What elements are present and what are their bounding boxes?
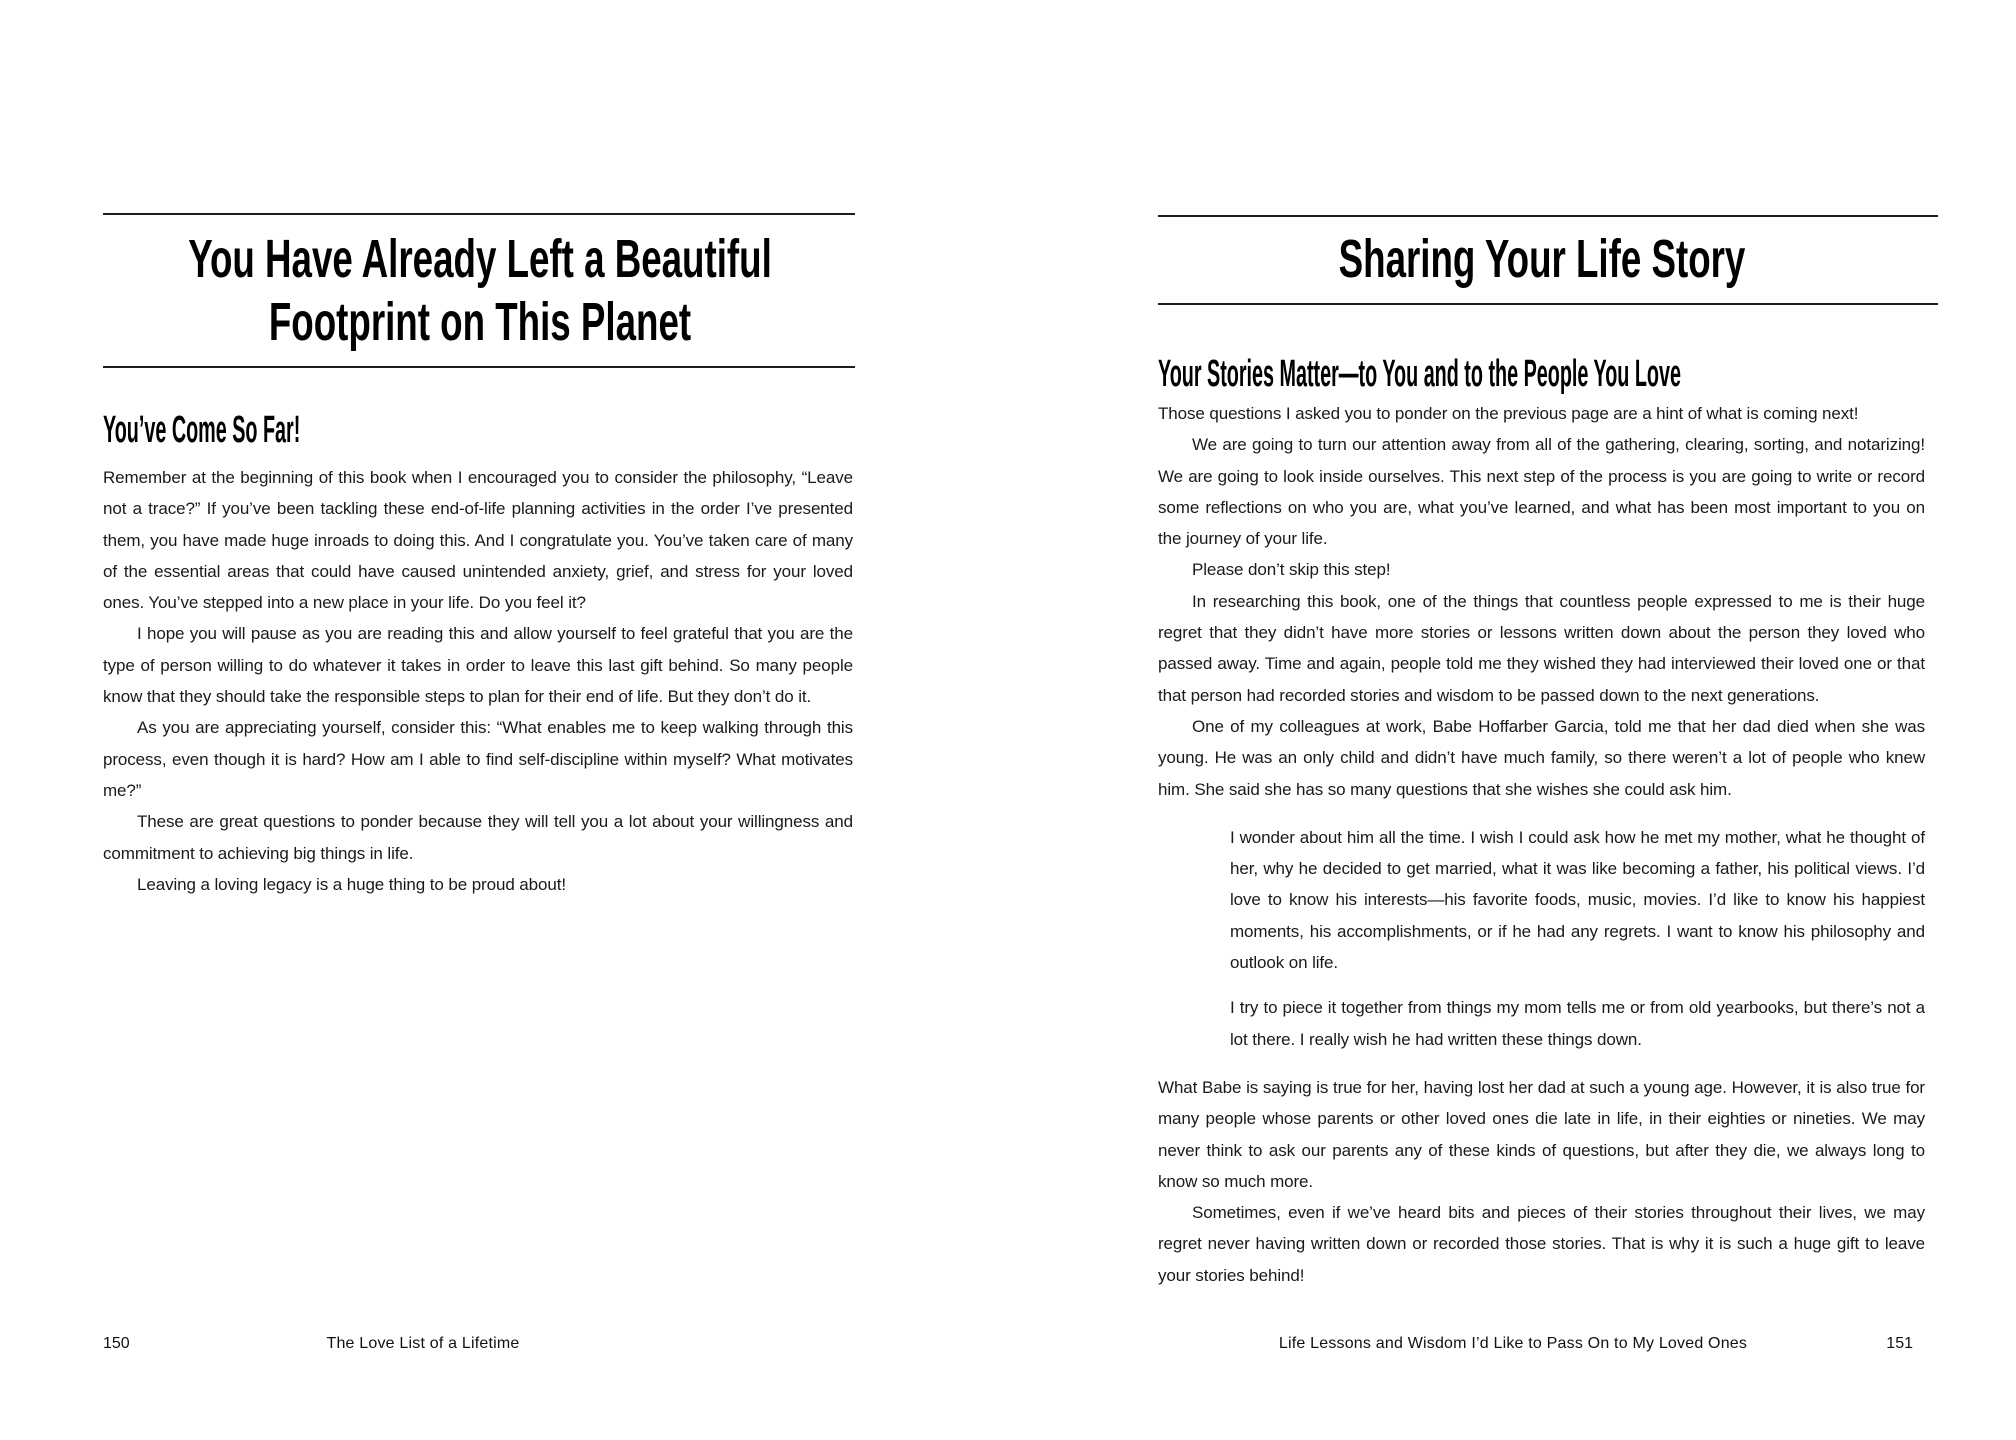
left-footer-running-title: The Love List of a Lifetime: [326, 1335, 520, 1352]
body-paragraph: Please don’t skip this step!: [1192, 560, 1391, 580]
body-paragraph: What Babe is saying is true for her, having lost her dad at such a young age. However, it is also true for many people whose parents or other loved ones die late in life, in their eighties or nineties. We may never think to ask our parents any of these kinds of questions, but after they die, we always long to know so much more.: [1158, 1077, 1925, 1191]
body-paragraph: Remember at the beginning of this book when I encouraged you to consider the philosophy, “Leave not a trace?” If you’ve been tackling these end-of-life planning activities in the order I’ve presented them, you have made huge inroads to doing this. And I congratulate you. You’ve taken care of many of the essential areas that could have caused unintended anxiety, grief, and stress for your loved ones. You’ve stepped into a new place in your life. Do you feel it?: [103, 468, 853, 613]
left-title-rule-bottom: [103, 366, 855, 368]
body-paragraph: One of my colleagues at work, Babe Hoffarber Garcia, told me that her dad died when she was young. He was an only child and didn’t have much family, so there weren’t a lot of people who knew him. She said she has so many questions that she wishes she could ask him.: [1158, 716, 1925, 799]
quote-paragraph: I wonder about him all the time. I wish I could ask how he met my mother, what he thought of her, why he decided to get married, what it was like becoming a father, his political views. I’d love to know his interests—his favorite foods, music, movies. I’d like to know his happiest moments, his accomplishments, or if he had any regrets. I want to know his philosophy and outlook on life.: [1230, 827, 1925, 973]
right-title-rule-bottom: [1158, 303, 1938, 305]
left-chapter-title-line1: You Have Already Left a Beautiful: [188, 229, 772, 289]
left-title-rule-top: [103, 213, 855, 215]
body-paragraph: Leaving a loving legacy is a huge thing to be proud about!: [137, 874, 566, 894]
left-body-text: [103, 462, 853, 900]
body-paragraph: I hope you will pause as you are reading this and allow yourself to feel grateful that you are the type of person willing to do whatever it takes in order to leave this last gift behind. So many people know that they should take the responsible steps to plan for their end of life. But they don’t do it.: [103, 624, 853, 707]
right-footer-page-number: 151: [1886, 1335, 1913, 1352]
quote-paragraph: I try to piece it together from things my mom tells me or from old yearbooks, but there’s not a lot there. I really wish he had written these things down.: [1230, 998, 1925, 1049]
body-paragraph: In researching this book, one of the things that countless people expressed to me is their huge regret that they didn’t have more stories or lessons written down about the person they loved who passed away. Time and again, people told me they wished they had interviewed their loved one or that that person had recorded stories and wisdom to be passed down to the next generations.: [1158, 591, 1925, 705]
left-section-heading: You’ve Come So Far!: [103, 409, 301, 451]
body-paragraph: As you are appreciating yourself, consider this: “What enables me to keep walking through this process, even though it is hard? How am I able to find self-discipline within myself? What motivates me?”: [103, 718, 853, 800]
left-chapter-title: [106, 228, 854, 354]
body-paragraph: Sometimes, even if we’ve heard bits and pieces of their stories throughout their lives, we may regret never having written down or recorded those stories. That is why it is such a huge gift to leave your stories behind!: [1158, 1203, 1925, 1285]
right-section-heading: Your Stories Matter—to You and to the People You Love: [1158, 353, 1681, 395]
left-footer-page-number: 150: [103, 1335, 130, 1352]
body-paragraph: These are great questions to ponder because they will tell you a lot about your willingness and commitment to achieving big things in life.: [103, 812, 853, 863]
right-footer-running-title: Life Lessons and Wisdom I’d Like to Pass On to My Loved Ones: [1278, 1335, 1748, 1352]
body-paragraph: Those questions I asked you to ponder on the previous page are a hint of what is coming next!: [1158, 404, 1859, 423]
body-paragraph: We are going to turn our attention away from all of the gathering, clearing, sorting, and notarizing! We are going to look inside ourselves. This next step of the process is you are going to write or record some reflections on who you are, what you’ve learned, and what has been most important to you on the journey of your life.: [1158, 435, 1925, 549]
left-chapter-title-line2: Footprint on This Planet: [268, 292, 692, 352]
block-quote: [1230, 822, 1925, 1055]
right-body-text: [1158, 398, 1925, 1291]
right-chapter-title: Sharing Your Life Story: [1338, 229, 1746, 289]
right-title-rule-top: [1158, 215, 1938, 217]
